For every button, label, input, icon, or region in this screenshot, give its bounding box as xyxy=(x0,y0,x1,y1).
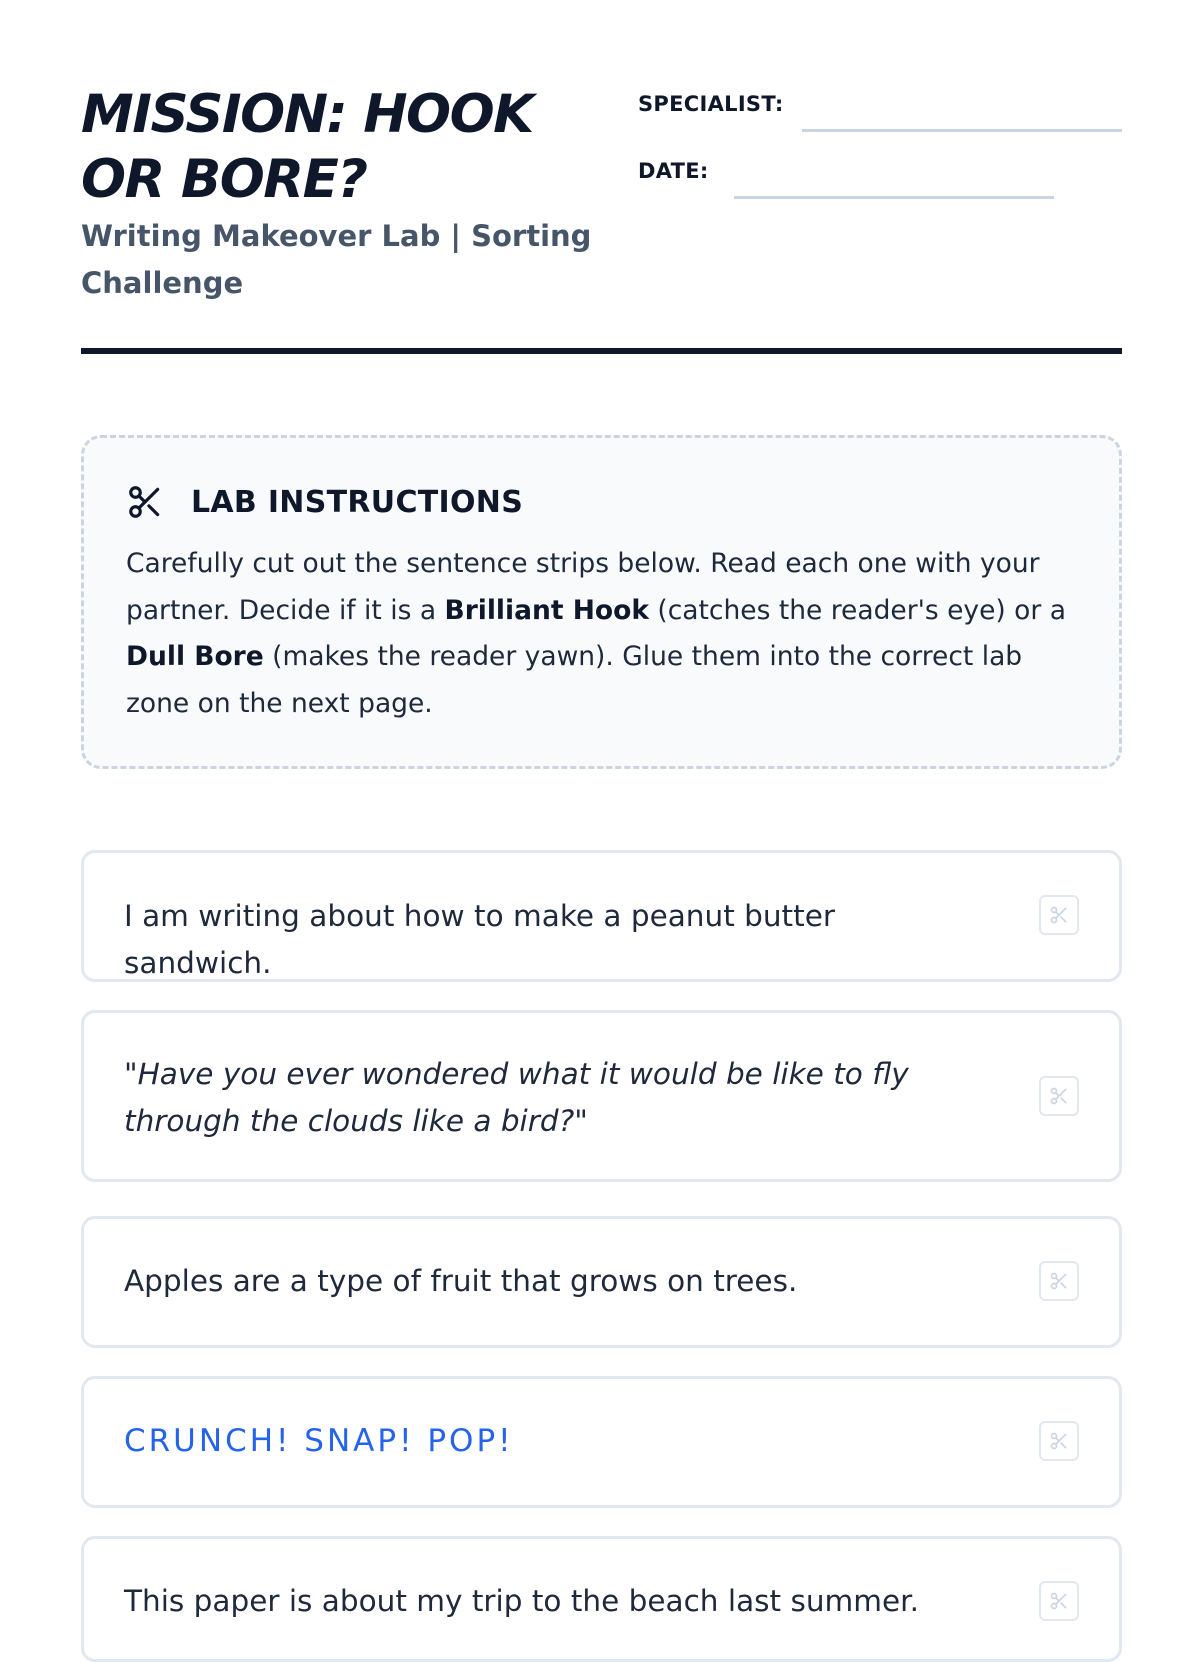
instructions-title: LAB INSTRUCTIONS xyxy=(191,485,524,520)
scissors-icon xyxy=(1039,1261,1079,1301)
instructions-heading xyxy=(126,482,826,524)
sentence-strip[interactable] xyxy=(81,850,1122,982)
page-subtitle: Writing Makeover Lab | Sorting Challenge xyxy=(81,219,592,300)
dull-bore-term: Dull Bore xyxy=(126,641,264,672)
worksheet-page xyxy=(81,0,1122,1618)
page-title: MISSION: HOOK OR BORE? xyxy=(81,84,533,210)
instructions-text-part: (catches the reader's eye) or a xyxy=(648,594,1066,626)
sentence-strip[interactable] xyxy=(81,1376,1122,1508)
scissors-icon xyxy=(1039,1581,1079,1621)
brilliant-hook-term: Brilliant Hook xyxy=(444,594,649,626)
instructions-text-part: Carefully cut out the sentence strips below. Read each one with your partner. Decide if it is a xyxy=(126,548,1040,626)
strip-sentence: This paper is about my trip to the beach last summer. xyxy=(124,1584,919,1618)
sentence-strip[interactable] xyxy=(81,1010,1122,1182)
specialist-label: SPECIALIST: xyxy=(638,92,784,116)
date-field[interactable] xyxy=(638,149,1122,199)
header-divider xyxy=(81,348,1122,354)
date-label: DATE: xyxy=(638,159,709,183)
date-blank-line[interactable] xyxy=(734,196,1054,199)
strip-sentence: I am writing about how to make a peanut butter sandwich. xyxy=(124,899,835,980)
worksheet-header xyxy=(81,82,1122,354)
instructions-text-part: (makes the reader yawn). Glue them into the correct lab zone on the next page. xyxy=(126,641,1023,719)
strip-sentence: "Have you ever wondered what it would be like to fly through the clouds like a bird?" xyxy=(124,1057,909,1138)
strip-sentence: Apples are a type of fruit that grows on trees. xyxy=(124,1264,798,1298)
lab-instructions-box xyxy=(81,435,1122,769)
instructions-text xyxy=(126,541,1071,727)
specialist-field[interactable] xyxy=(638,82,1122,132)
sentence-strip[interactable] xyxy=(81,1216,1122,1348)
strip-sentence: CRUNCH! SNAP! POP! xyxy=(124,1423,514,1459)
scissors-icon xyxy=(126,483,164,521)
sentence-strip[interactable] xyxy=(81,1536,1122,1662)
scissors-icon xyxy=(1039,895,1079,935)
specialist-blank-line[interactable] xyxy=(802,129,1122,132)
scissors-icon xyxy=(1039,1421,1079,1461)
scissors-icon xyxy=(1039,1076,1079,1116)
